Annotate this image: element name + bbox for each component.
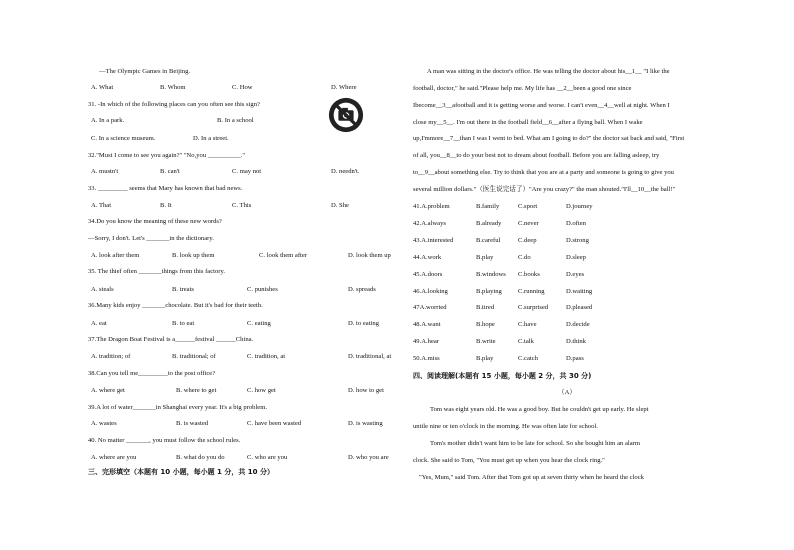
passage-line: to__9__about something else. Try to think that you are at a party and someone is going to give you <box>413 169 674 176</box>
answer-option: B. can't <box>160 168 180 175</box>
passage-line: close my__5__. I'm out there in the football field__6__after a flying ball. When I wake <box>413 119 643 126</box>
question-stem: —Sorry, I don't. Let's _______in the dictionary. <box>88 235 214 242</box>
question-stem: 33. _________ seems that Mary has known that bad news. <box>88 185 243 192</box>
question-stem: 39.A lot of water_______in Shanghai every year. It's a big problem. <box>88 404 267 411</box>
answer-option: 50.A.miss <box>413 355 440 363</box>
answer-option: 43.A.interested <box>413 236 454 244</box>
question-stem: 37.The Dragon Boat Festival is a______festival ______China. <box>88 336 254 343</box>
answer-option: C.surprised <box>518 304 549 312</box>
answer-option: C. look them after <box>259 252 307 259</box>
answer-option: D. Where <box>331 84 357 91</box>
answer-option: D. is wasting <box>348 420 383 427</box>
answer-option: B. is wasted <box>176 420 209 427</box>
answer-option: A. mustn't <box>91 168 119 175</box>
answer-option: C. how get <box>247 387 276 394</box>
answer-option: 44.A.work <box>413 253 442 261</box>
no-camera-sign-icon <box>327 96 365 134</box>
answer-option: B.family <box>476 203 500 210</box>
answer-option: D. traditional, at <box>348 353 392 360</box>
answer-option: A. What <box>91 84 114 91</box>
answer-option: B. look up them <box>172 252 215 259</box>
answer-option: D. who you are <box>348 454 389 461</box>
answer-option: 42.A.always <box>413 219 446 227</box>
reading-line: Tom's mother didn't want him to be late for school. So she bought him an alarm <box>430 440 640 447</box>
answer-option: B. Whom <box>160 84 186 91</box>
answer-option: C.deep <box>518 236 537 244</box>
question-stem: 36.Many kids enjoy _______chocolate. But it's bad for their teeth. <box>88 302 263 309</box>
answer-option: B.tired <box>476 304 495 312</box>
answer-option: C. may not <box>232 168 262 175</box>
answer-option: B. what do you do <box>176 454 225 461</box>
answer-option: 41.A.problem <box>413 203 450 210</box>
answer-option: C.catch <box>518 355 538 363</box>
answer-option: D.decide <box>566 321 590 329</box>
answer-option: C. who are you <box>247 454 288 461</box>
answer-option: D. She <box>331 202 349 209</box>
answer-option: C. tradition, at <box>247 353 286 360</box>
reading-line: clock. She said to Tom, "You must get up when you hear the clock ring." <box>413 457 605 464</box>
passage-line: Ibecome__3__afootball and it is getting worse and worse. I can't even__4__well at night. When I <box>413 102 670 109</box>
answer-option: C.talk <box>518 338 534 346</box>
passage-line: A man was sitting in the doctor's office. He was telling the doctor about his__1__ "I like the <box>427 68 670 75</box>
answer-option: B. treats <box>172 286 194 293</box>
answer-option: 47A.worried <box>413 304 447 312</box>
passage-line: several million dollars."（医生说完话了）"Are you crazy?" the man shouted."I'll__10__the ball!" <box>413 186 676 193</box>
passage-line: football, doctor," he said."Please help me. My life has __2__been a good one since <box>413 85 632 92</box>
answer-option: A. In a park. <box>91 117 125 124</box>
passage-line: up,I'mmore__7__than I was I went to bed. What am I going to do?" the doctor sat back and said, "First <box>413 135 685 142</box>
answer-option: B.write <box>476 338 496 346</box>
answer-option: D.think <box>566 338 586 346</box>
answer-option: B. where to get <box>176 387 217 394</box>
answer-option: D. look them up <box>348 252 391 259</box>
question-stem: 40. No matter _______, you must follow the school rules. <box>88 437 241 444</box>
answer-option: D.journey <box>566 203 593 210</box>
answer-option: D.pleased <box>566 304 593 312</box>
answer-option: B.windows <box>476 270 506 278</box>
question-stem: —The Olympic Games in Beijing. <box>99 68 191 75</box>
answer-option: A. tradition; of <box>91 353 131 360</box>
answer-option: D. spreads <box>348 286 376 293</box>
answer-option: B.playing <box>476 287 502 295</box>
answer-option: A. look after them <box>91 252 140 259</box>
answer-option: A. That <box>91 202 112 209</box>
answer-option: D.eyes <box>566 270 585 278</box>
answer-option: D.strong <box>566 236 589 244</box>
answer-option: C.do <box>518 253 531 261</box>
answer-option: 49.A.hear <box>413 338 439 346</box>
answer-option: D. needn't. <box>331 168 360 175</box>
passage-line: of all, you__8__to do your best not to dream about football. Before you are falling asleep, try <box>413 152 660 159</box>
answer-option: A. eat <box>91 320 107 327</box>
answer-option: A. where get <box>91 387 125 394</box>
answer-option: B.play <box>476 355 494 363</box>
answer-option: D.waiting <box>566 287 593 295</box>
answer-option: C. This <box>232 202 252 209</box>
answer-option: C.running <box>518 287 545 295</box>
answer-option: C. eating <box>247 320 271 327</box>
reading-line: untile nine or ten o'clock in the morning. He was often late for school. <box>413 423 598 430</box>
answer-option: B. It <box>160 202 172 209</box>
answer-option: B. In a school <box>217 117 254 124</box>
answer-option: A. where are you <box>91 454 137 461</box>
reading-line: Tom was eight years old. He was a good boy. But he couldn't get up early. He slept <box>430 406 649 413</box>
section-heading: 三、完形填空（本题有 10 小题，每小题 1 分，共 10 分） <box>88 468 274 476</box>
question-stem: 35. The thief often _______things from this factory. <box>88 268 225 275</box>
answer-option: C. punishes <box>247 286 278 293</box>
answer-option: C. have been wasted <box>247 420 302 427</box>
subsection-label: （A） <box>558 389 576 396</box>
answer-option: D. to eating <box>348 320 379 327</box>
answer-option: D.pass <box>566 355 584 363</box>
answer-option: 48.A.want <box>413 321 441 329</box>
answer-option: D.often <box>566 219 586 227</box>
question-stem: 34.Do you know the meaning of these new words? <box>88 218 222 225</box>
reading-line: "Yes, Mum," said Tom. After that Tom got up at seven thirty when he heard the clock <box>419 474 644 481</box>
answer-option: 46.A.looking <box>413 287 448 295</box>
answer-option: A. wastes <box>91 420 117 427</box>
question-stem: 31. -In which of the following places can you often see this sign? <box>88 101 260 108</box>
question-stem: 32."Must I come to see you again?" "No,you __________." <box>88 152 246 159</box>
answer-option: B.hope <box>476 321 495 329</box>
answer-option: B.careful <box>476 236 501 244</box>
answer-option: C.books <box>518 270 540 278</box>
answer-option: A. steals <box>91 286 114 293</box>
answer-option: 45.A.doors <box>413 270 443 278</box>
answer-option: D. In a street. <box>193 135 229 142</box>
answer-option: C. In a science museum. <box>91 135 156 142</box>
answer-option: D. how to get <box>348 387 384 394</box>
answer-option: D.sleep <box>566 253 586 261</box>
answer-option: C.have <box>518 321 537 329</box>
answer-option: C.never <box>518 219 539 227</box>
section-heading: 四、阅读理解(本题有 15 小题，每小题 2 分，共 30 分) <box>413 372 592 380</box>
answer-option: C. How <box>232 84 253 91</box>
question-stem: 38.Can you tell me_________to the post office? <box>88 370 216 377</box>
answer-option: B. to eat <box>172 320 195 327</box>
answer-option: B.already <box>476 219 502 227</box>
answer-option: C.sport <box>518 203 538 210</box>
answer-option: B. traditional; of <box>172 353 216 360</box>
answer-option: B.play <box>476 253 494 261</box>
